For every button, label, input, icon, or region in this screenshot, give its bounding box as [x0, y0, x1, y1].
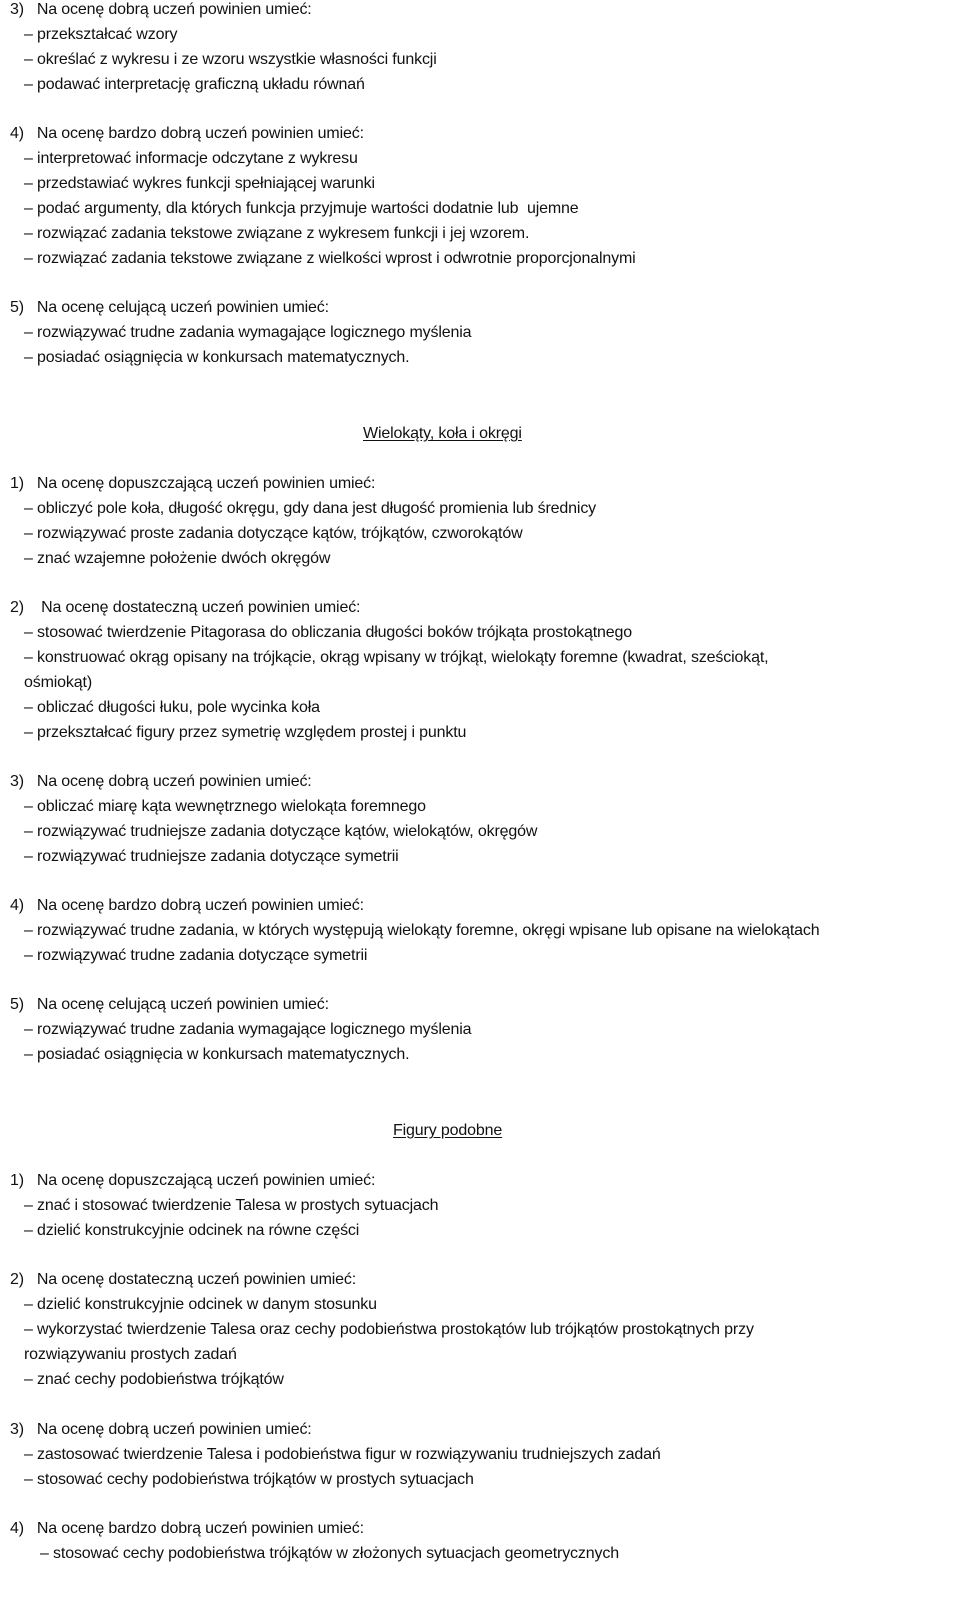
list-item-continuation: ośmiokąt) — [24, 674, 93, 691]
list-item: – stosować twierdzenie Pitagorasa do obliczania długości boków trójkąta prostokątnego — [24, 624, 633, 641]
list-item: – podać argumenty, dla których funkcja przyjmuje wartości dodatnie lub ujemne — [24, 200, 579, 217]
list-item: – znać i stosować twierdzenie Talesa w prostych sytuacjach — [24, 1197, 439, 1214]
grade-heading: 4) Na ocenę bardzo dobrą uczeń powinien umieć: — [10, 125, 364, 142]
grade-heading: 2) Na ocenę dostateczną uczeń powinien umieć: — [10, 599, 361, 616]
list-item: – przedstawiać wykres funkcji spełniającej warunki — [24, 175, 375, 192]
list-item: – rozwiązywać trudniejsze zadania dotyczące kątów, wielokątów, okręgów — [24, 823, 538, 840]
grade-heading: 4) Na ocenę bardzo dobrą uczeń powinien umieć: — [10, 1520, 364, 1537]
list-item: – interpretować informacje odczytane z wykresu — [24, 150, 358, 167]
list-item: – rozwiązywać trudne zadania, w których występują wielokąty foremne, okręgi wpisane lub opisane na wielokątach — [24, 922, 820, 939]
grade-heading: 2) Na ocenę dostateczną uczeń powinien umieć: — [10, 1271, 357, 1288]
grade-heading: 5) Na ocenę celującą uczeń powinien umieć: — [10, 299, 329, 316]
list-item: – stosować cechy podobieństwa trójkątów w prostych sytuacjach — [24, 1471, 474, 1488]
list-item: – obliczyć pole koła, długość okręgu, gdy dana jest długość promienia lub średnicy — [24, 500, 597, 517]
grade-heading: 1) Na ocenę dopuszczającą uczeń powinien umieć: — [10, 475, 376, 492]
grade-heading: 4) Na ocenę bardzo dobrą uczeń powinien umieć: — [10, 897, 364, 914]
list-item: – zastosować twierdzenie Talesa i podobieństwa figur w rozwiązywaniu trudniejszych zadań — [24, 1446, 661, 1463]
section-title: Figury podobne — [393, 1122, 503, 1139]
grade-heading: 1) Na ocenę dopuszczającą uczeń powinien umieć: — [10, 1172, 376, 1189]
list-item: – podawać interpretację graficzną układu równań — [24, 76, 365, 93]
grade-heading: 3) Na ocenę dobrą uczeń powinien umieć: — [10, 773, 312, 790]
list-item: – przekształcać wzory — [24, 26, 178, 43]
list-item: – znać wzajemne położenie dwóch okręgów — [24, 550, 331, 567]
list-item: – rozwiązywać trudne zadania wymagające logicznego myślenia — [24, 324, 472, 341]
list-item: – rozwiązywać trudne zadania dotyczące symetrii — [24, 947, 368, 964]
list-item: – obliczać miarę kąta wewnętrznego wielokąta foremnego — [24, 798, 426, 815]
list-item: – rozwiązać zadania tekstowe związane z wykresem funkcji i jej wzorem. — [24, 225, 530, 242]
list-item: – stosować cechy podobieństwa trójkątów w złożonych sytuacjach geometrycznych — [40, 1545, 619, 1562]
list-item: – dzielić konstrukcyjnie odcinek na równe części — [24, 1222, 360, 1239]
list-item: – wykorzystać twierdzenie Talesa oraz cechy podobieństwa prostokątów lub trójkątów prostokątnych przy — [24, 1321, 754, 1338]
list-item: – rozwiązywać trudne zadania wymagające logicznego myślenia — [24, 1021, 472, 1038]
list-item: – rozwiązywać trudniejsze zadania dotyczące symetrii — [24, 848, 399, 865]
list-item: – posiadać osiągnięcia w konkursach matematycznych. — [24, 349, 410, 366]
list-item: – posiadać osiągnięcia w konkursach matematycznych. — [24, 1046, 410, 1063]
grade-heading: 5) Na ocenę celującą uczeń powinien umieć: — [10, 996, 329, 1013]
grade-heading: 3) Na ocenę dobrą uczeń powinien umieć: — [10, 1421, 312, 1438]
list-item: – przekształcać figury przez symetrię względem prostej i punktu — [24, 724, 467, 741]
list-item: – rozwiązywać proste zadania dotyczące kątów, trójkątów, czworokątów — [24, 525, 523, 542]
grade-heading: 3) Na ocenę dobrą uczeń powinien umieć: — [10, 1, 312, 18]
list-item: – znać cechy podobieństwa trójkątów — [24, 1371, 284, 1388]
section-title: Wielokąty, koła i okręgi — [363, 425, 522, 442]
list-item: – obliczać długości łuku, pole wycinka koła — [24, 699, 320, 716]
list-item: – rozwiązać zadania tekstowe związane z wielkości wprost i odwrotnie proporcjonalnymi — [24, 250, 636, 267]
list-item: – konstruować okrąg opisany na trójkącie, okrąg wpisany w trójkąt, wielokąty foremne (kwadrat, sześciokąt, — [24, 649, 769, 666]
list-item-continuation: rozwiązywaniu prostych zadań — [24, 1346, 237, 1363]
list-item: – dzielić konstrukcyjnie odcinek w danym stosunku — [24, 1296, 377, 1313]
list-item: – określać z wykresu i ze wzoru wszystkie własności funkcji — [24, 51, 437, 68]
